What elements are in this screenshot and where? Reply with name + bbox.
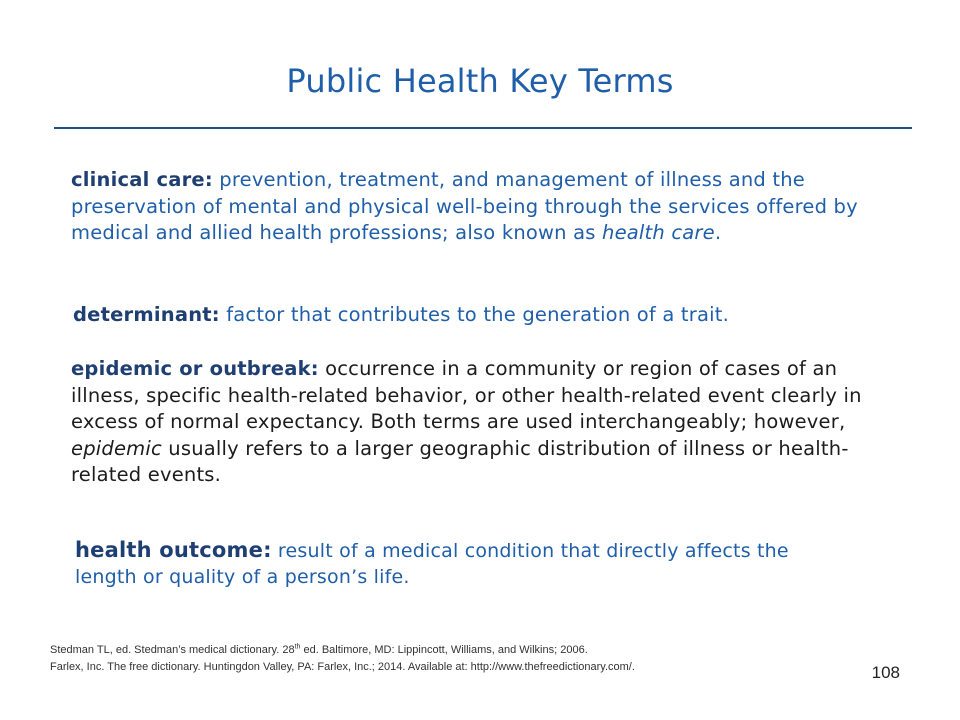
term-definition: result of a medical condition that directly affects the length or quality of a person’s life.: [75, 540, 789, 588]
reference-text: ed. Baltimore, MD: Lippincott, Williams, and Wilkins; 2006.: [300, 644, 588, 656]
term-separator: :: [310, 357, 319, 380]
term-separator: :: [263, 538, 272, 562]
term-determinant: [73, 302, 923, 329]
page-number: 108: [871, 663, 900, 682]
term-word: determinant: [73, 303, 212, 326]
reference-text: Stedman TL, ed. Stedman’s medical dictionary. 28: [50, 644, 295, 656]
term-end: usually refers to a larger geographic distribution of illness or health-related events.: [71, 436, 849, 486]
term-word: health outcome: [75, 538, 264, 562]
term-end: .: [714, 221, 722, 244]
term-epidemic-or-outbreak: [71, 356, 911, 489]
term-definition: factor that contributes to the generation of a trait.: [219, 303, 729, 326]
term-clinical-care: [71, 167, 921, 247]
reference-farlex: Farlex, Inc. The free dictionary. Huntingdon Valley, PA: Farlex, Inc.; 2014. Available at: http://www.thefreedictionary.com/.: [50, 661, 635, 673]
reference-stedman: [50, 642, 850, 659]
term-definition: prevention, treatment, and management of illness and the preservation of mental and physical well-being through the services offered by medical and allied health professions; also known as: [71, 168, 858, 244]
term-separator: :: [204, 168, 213, 191]
slide-title: Public Health Key Terms: [286, 62, 674, 100]
term-separator: :: [211, 303, 220, 326]
term-health-outcome: [75, 537, 835, 590]
references: [50, 642, 850, 676]
term-definition: occurrence in a community or region of cases of an illness, specific health-related behavior, or other health-related event clearly in excess of normal expectancy. Both terms are used interchangeably; however,: [71, 357, 862, 433]
term-word: clinical care: [71, 168, 205, 191]
title-divider: [54, 127, 912, 129]
term-word: epidemic or outbreak: [71, 357, 311, 380]
term-emphasis: epidemic: [71, 436, 162, 460]
reference-superscript: th: [294, 643, 301, 651]
term-emphasis: health care: [602, 221, 715, 244]
